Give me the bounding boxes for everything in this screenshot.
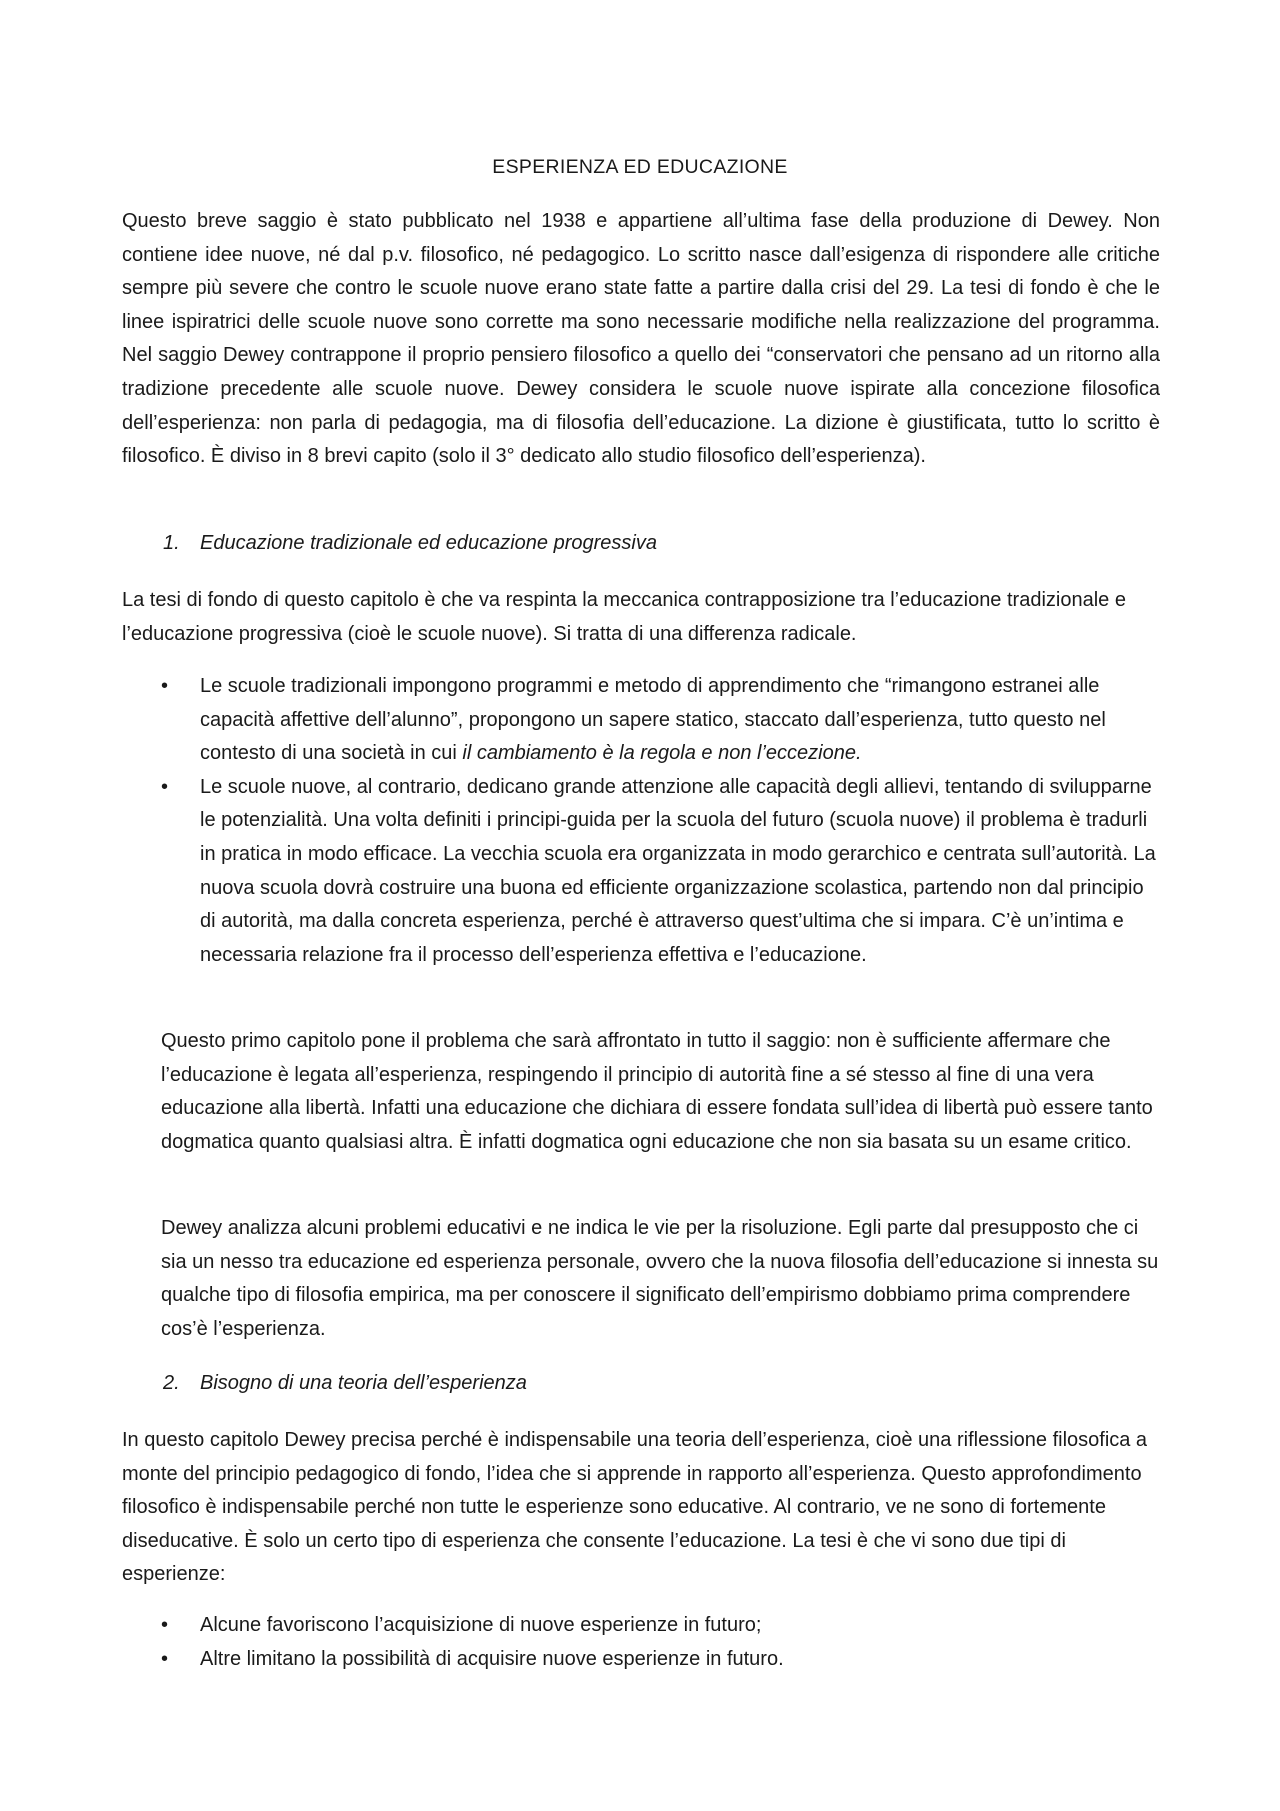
section-2-bullet-1: Alcune favoriscono l’acquisizione di nuove esperienze in futuro; <box>200 1614 762 1636</box>
bullet-icon: • <box>161 1647 169 1670</box>
bullet-2-text: Le scuole nuove, al contrario, dedicano grande attenzione alle capacità degli allievi, tentando di svilupparne le potenzialità. Una volta definiti i principi-guida per la scuola del futuro (scuola nuove) il problema è tradurli in pratica in modo efficace. La vecchia scuola era organizzata in modo gerarchico e centrata sull’autorità. La nuova scuola dovrà costruire una buona ed efficiente organizzazione scolastica, partendo non dal principio di autorità, ma dalla concreta esperienza, perché è attraverso quest’ultima che si impara. C’è un’intima e necessaria relazione fra il processo dell’esperienza effettiva e l’educazione. <box>200 775 1156 966</box>
bullet-icon: • <box>161 775 169 798</box>
section-2-number: 2. <box>163 1372 180 1394</box>
section-1-paragraph-3: Dewey analizza alcuni problemi educativi e ne indica le vie per la risoluzione. Egli parte dal presupposto che ci sia un nesso tra educazione ed esperienza personale, ovvero che la nuova filosofia dell’educazione si innesta su qualche tipo di filosofia empirica, ma per conoscere il significato dell’empirismo dobbiamo prima comprendere cos’è l’esperienza. <box>161 1217 1159 1340</box>
list-item <box>160 1609 1160 1643</box>
list-item <box>160 1643 1160 1677</box>
section-1-paragraph-1: La tesi di fondo di questo capitolo è che va respinta la meccanica contrapposizione tra l’educazione tradizionale e l’educazione progressiva (cioè le scuole nuove). Si tratta di una differenza radicale. <box>122 589 1126 645</box>
section-1-paragraph-2: Questo primo capitolo pone il problema che sarà affrontato in tutto il saggio: non è sufficiente affermare che l’educazione è legata all’esperienza, respingendo il principio di autorità fine a sé stesso al fine di una vera educazione alla libertà. Infatti una educazione che dichiara di essere fondata sull’idea di libertà può essere tanto dogmatica quanto qualsiasi altra. È infatti dogmatica ogni educazione che non sia basata su un esame critico. <box>161 1030 1153 1153</box>
bullet-icon: • <box>161 1614 169 1636</box>
list-item <box>160 670 1160 771</box>
section-2-bullet-2: Altre limitano la possibilità di acquisire nuove esperienze in futuro. <box>200 1647 784 1670</box>
intro-paragraph: Questo breve saggio è stato pubblicato nel 1938 e appartiene all’ultima fase della produzione di Dewey. Non contiene idee nuove, né dal p.v. filosofico, né pedagogico. Lo scritto nasce dall’esigenza di rispondere alle critiche sempre più severe che contro le scuole nuove erano state fatte a partire dalla crisi del 29. La tesi di fondo è che le linee ispiratrici delle scuole nuove sono corrette ma sono necessarie modifiche nella realizzazione del programma. Nel saggio Dewey contrappone il proprio pensiero filosofico a quello dei “conservatori che pensano ad un ritorno alla tradizione precedente alle scuole nuove. Dewey considera le scuole nuove ispirate alla concezione filosofica dell’esperienza: non parla di pedagogia, ma di filosofia dell’educazione. La dizione è giustificata, tutto lo scritto è filosofico. È diviso in 8 brevi capito (solo il 3° dedicato allo studio filosofico dell’esperienza). <box>122 210 1160 468</box>
section-1-bullet-list <box>160 670 1160 972</box>
list-item <box>160 771 1160 973</box>
bullet-1-italic-text: il cambiamento è la regola e non l’eccezione. <box>462 742 862 765</box>
section-1-number: 1. <box>163 532 180 554</box>
section-1-heading <box>163 527 657 561</box>
section-2-heading <box>163 1367 527 1401</box>
bullet-icon: • <box>161 675 169 697</box>
section-1-title: Educazione tradizionale ed educazione progressiva <box>200 532 657 554</box>
section-2-paragraph-1: In questo capitolo Dewey precisa perché è indispensabile una teoria dell’esperienza, cioè una riflessione filosofica a monte del principio pedagogico di fondo, l’idea che si apprende in rapporto all’esperienza. Questo approfondimento filosofico è indispensabile perché non tutte le esperienze sono educative. Al contrario, ve ne sono di fortemente diseducative. È solo un certo tipo di esperienza che consente l’educazione. La tesi è che vi sono due tipi di esperienze: <box>122 1429 1148 1586</box>
section-2-title: Bisogno di una teoria dell’esperienza <box>200 1372 527 1394</box>
section-2-bullet-list <box>160 1609 1160 1676</box>
bullet-1-text: Le scuole tradizionali impongono programmi e metodo di apprendimento che “rimangono estranei alle capacità affettive dell’alunno”, propongono un sapere statico, staccato dall’esperienza, tutto questo nel contesto di una società in cui <box>200 675 1106 765</box>
document-title: ESPERIENZA ED EDUCAZIONE <box>492 156 788 178</box>
